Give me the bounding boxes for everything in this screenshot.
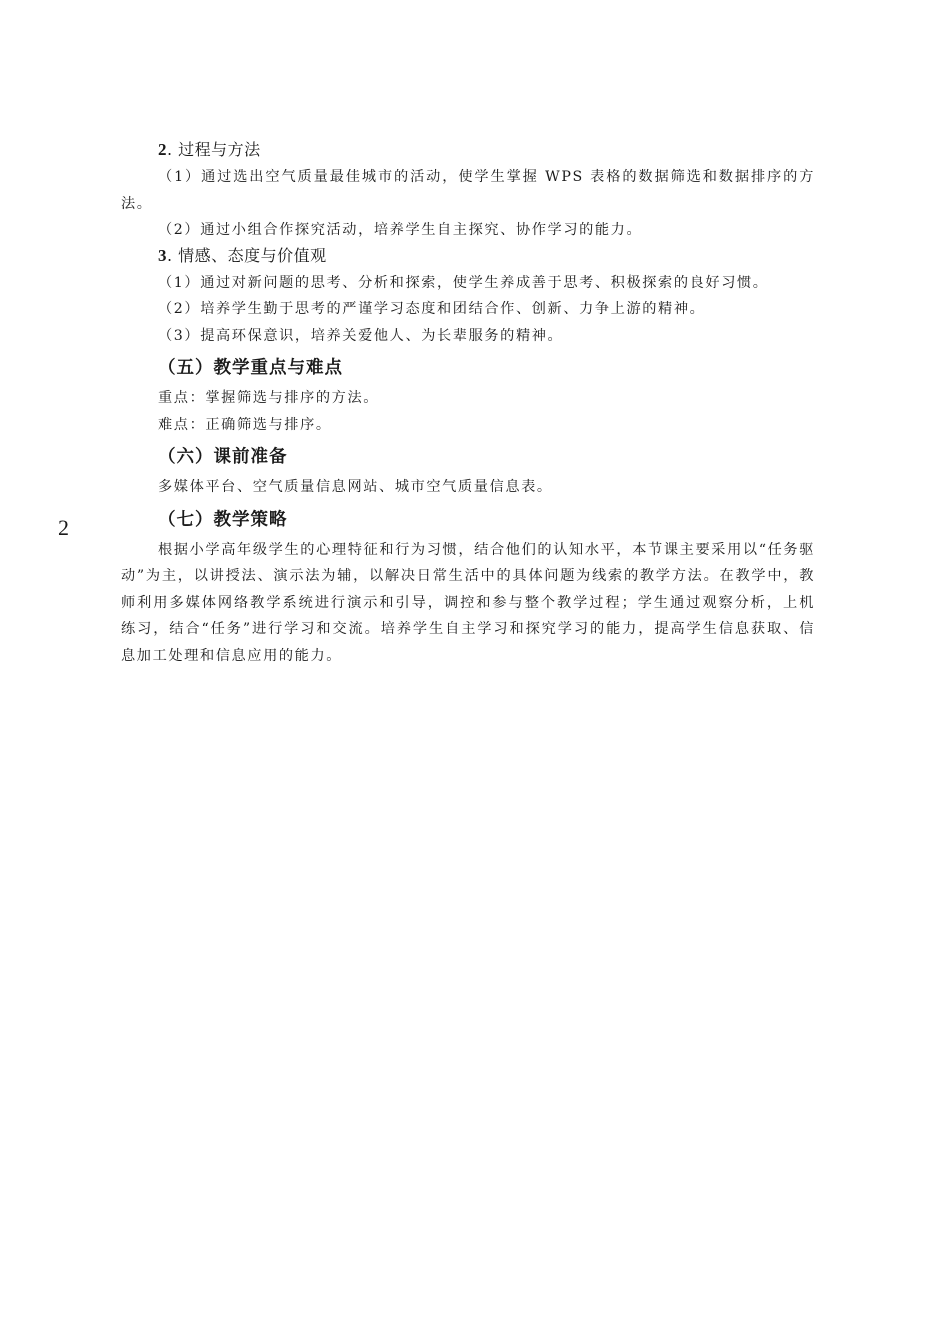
subheading-text: . 过程与方法	[167, 140, 261, 159]
section-heading-key-points: （五）教学重点与难点	[158, 358, 343, 378]
section-heading-strategy: （七）教学策略	[158, 509, 288, 530]
paragraph: （1）通过选出空气质量最佳城市的活动，使学生掌握 WPS 表格的数据筛选和数据排序的方法。	[121, 169, 815, 212]
document-body	[121, 138, 815, 669]
subheading-process-methods	[121, 138, 815, 162]
subheading-emotion-values	[121, 244, 815, 268]
paragraph: （3）提高环保意识，培养关爱他人、为长辈服务的精神。	[158, 327, 564, 344]
paragraph: （2）通过小组合作探究活动，培养学生自主探究、协作学习的能力。	[158, 222, 643, 238]
paragraph: （2）培养学生勤于思考的严谨学习态度和团结合作、创新、力争上游的精神。	[158, 301, 706, 317]
paragraph: 多媒体平台、空气质量信息网站、城市空气质量信息表。	[158, 479, 553, 495]
subheading-text: . 情感、态度与价值观	[167, 245, 327, 265]
paragraph: 重点：掌握筛选与排序的方法。	[158, 390, 380, 406]
paragraph: （1）通过对新问题的思考、分析和探索，使学生养成善于思考、积极探索的良好习惯。	[158, 274, 769, 291]
paragraph: 根据小学高年级学生的心理特征和行为习惯，结合他们的认知水平，本节课主要采用以“任务驱动”为主，以讲授法、演示法为辅，以解决日常生活中的具体问题为线索的教学方法。在教学中，教师利用多媒体网络教学系统进行演示和引导，调控和参与整个教学过程；学生通过观察分析，上机练习，结合“任务”进行学习和交流。培养学生自主学习和探究学习的能力，提高学生信息获取、信息加工处理和信息应用的能力。	[121, 541, 815, 664]
subheading-number: 2	[158, 140, 167, 159]
subheading-number: 3	[158, 245, 167, 265]
paragraph: 难点：正确筛选与排序。	[158, 416, 332, 433]
page-number: 2	[58, 515, 69, 540]
section-heading-preparation: （六）课前准备	[158, 447, 288, 467]
